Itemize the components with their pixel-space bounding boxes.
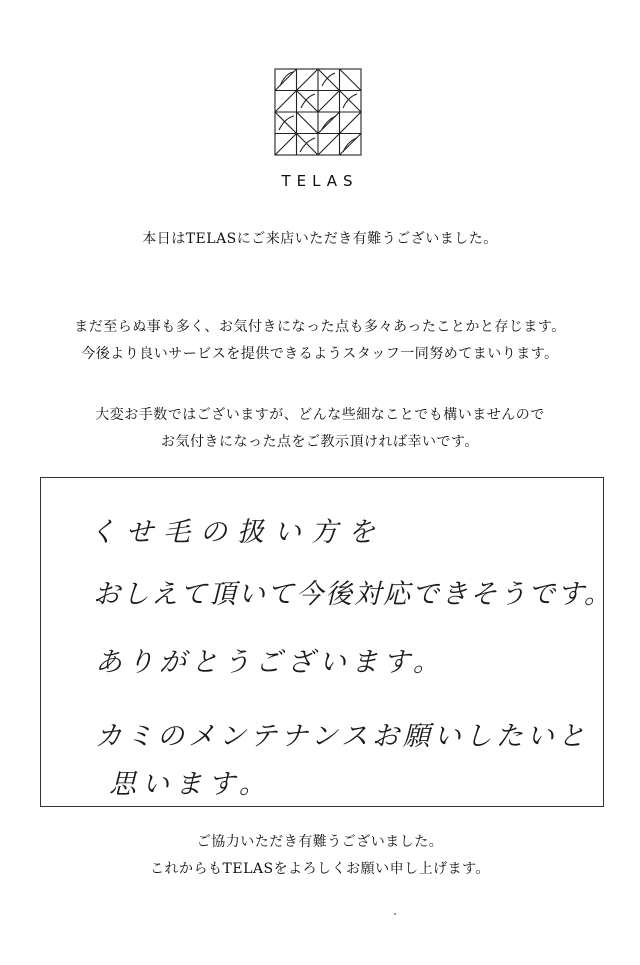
paper-speck <box>394 913 396 915</box>
paragraph-1-line-1: まだ至らぬ事も多く、お気付きになった点も多々あったことかと存じます。 <box>74 319 566 335</box>
closing-line-1: ご協力いただき有難うございました。 <box>196 834 444 850</box>
handwritten-line-4: カミのメンテナンスお願いしたいと <box>95 721 589 752</box>
handwritten-line-3: ありがとうございます。 <box>95 647 445 678</box>
handwritten-comment-box <box>40 477 613 807</box>
paragraph-2-line-1: 大変お手数ではございますが、どんな些細なことでも構いませんので <box>95 407 545 423</box>
intro-text: 本日はTELASにご来店いただき有難うございました。 <box>142 231 498 247</box>
paragraph-1-line-2: 今後より良いサービスを提供できるようスタッフ一同努めてまいります。 <box>81 346 559 362</box>
closing-line-2: これからもTELASをよろしくお願い申し上げます。 <box>150 861 490 877</box>
paragraph-2-line-2: お気付きになった点をご教示頂ければ幸いです。 <box>161 434 479 450</box>
handwritten-line-2: おしえて頂いて今後対応できそうです。 <box>93 579 613 610</box>
telas-logo <box>274 68 362 156</box>
handwritten-line-5: 思います。 <box>109 769 272 800</box>
brand-name: TELAS <box>281 172 359 190</box>
handwritten-line-1: くせ毛の扱い方を <box>89 517 385 548</box>
